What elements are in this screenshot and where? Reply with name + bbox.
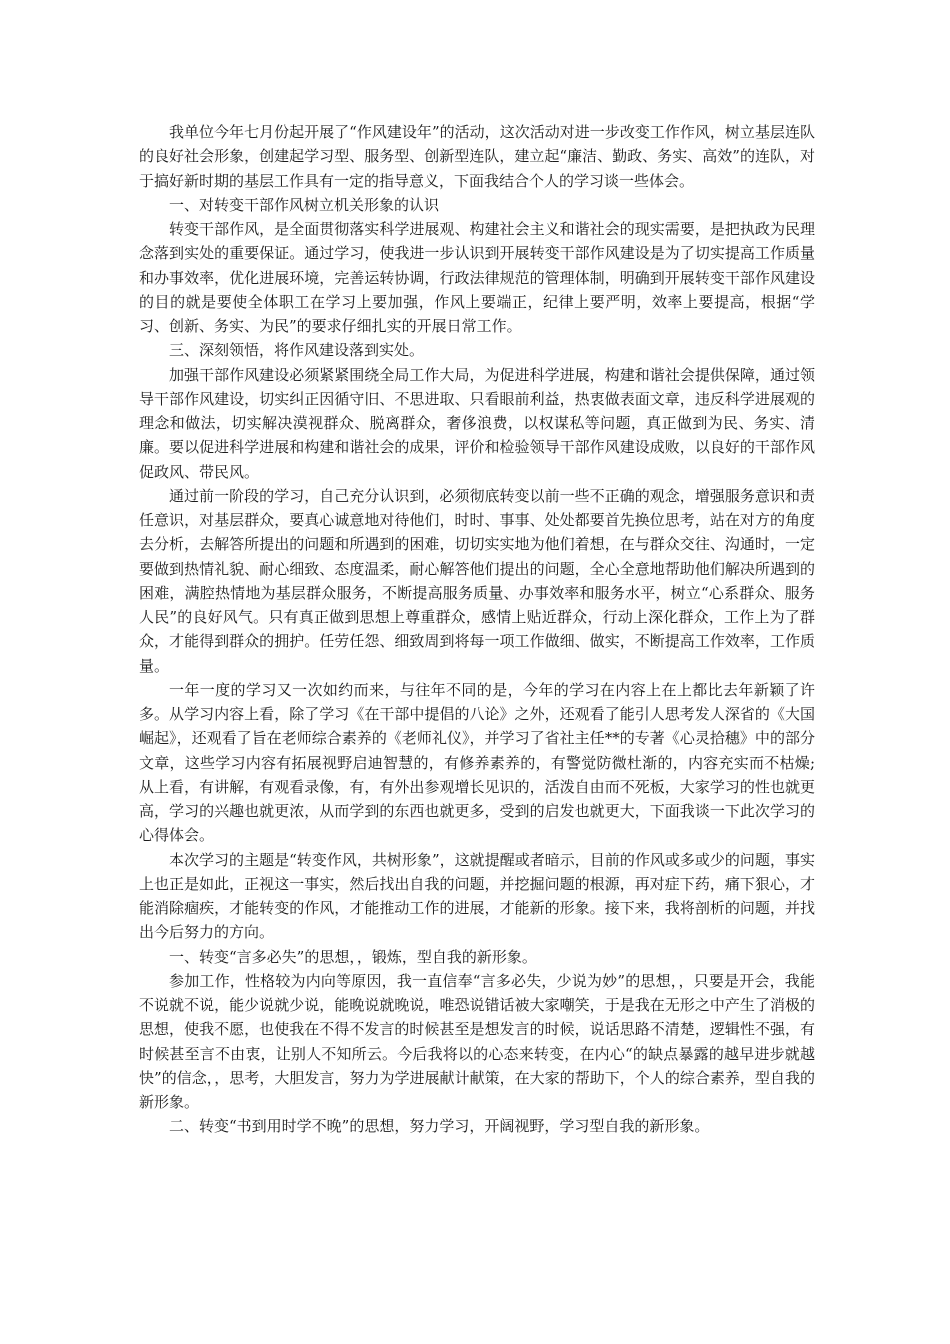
heading-point-2: 二、转变“书到用时学不晚”的思想，努力学习，开阔视野，学习型自我的新形象。	[169, 1117, 710, 1136]
paragraph-reflection: 通过前一阶段的学习，自己充分认识到，必须彻底转变以前一些不正确的观念，增强服务意识和责任意识，对基层群众，要真心诚意地对待他们，时时、事事、处处都要首先换位思考，站在对方的角度去分析，去解答所提出的问题和所遇到的困难，切切实实地为他们着想，在与群众交往、沟通时，一定要做到热情礼貌、耐心细致、态度温柔，耐心解答他们提出的问题，全心全意地帮助他们解决所遇到的困难，满腔热情地为基层群众服务，不断提高服务质量、办事效率和服务水平，树立“心系群众、服务人民”的良好风气。只有真正做到思想上尊重群众，感情上贴近群众，行动上深化群众，工作上为了群众，才能得到群众的拥护。任劳任怨、细致周到将每一项工作做细、做实，不断提高工作效率，工作质量。	[139, 486, 815, 675]
paragraph-intro: 我单位今年七月份起开展了“作风建设年”的活动，这次活动对进一步改变工作作风，树立基层连队的良好社会形象，创建起学习型、服务型、创新型连队，建立起“廉洁、勤政、务实、高效”的连队，对于搞好新时期的基层工作具有一定的指导意义，下面我结合个人的学习谈一些体会。	[139, 123, 815, 190]
heading-point-1: 一、转变“言多必失”的思想，，锻炼，型自我的新形象。	[169, 947, 537, 966]
paragraph-section-3: 加强干部作风建设必须紧紧围绕全局工作大局，为促进科学进展，构建和谐社会提供保障，通过领导干部作风建设，切实纠正因循守旧、不思进取、只看眼前利益，热衷做表面文章，违反科学进展观的理念和做法，切实解决漠视群众、脱离群众，奢侈浪费，以权谋私等问题，真正做到为民、务实、清廉。要以促进科学进展和构建和谐社会的成果，评价和检验领导干部作风建设成败，以良好的干部作风促政风、带民风。	[139, 365, 815, 481]
paragraph-annual-study: 一年一度的学习又一次如约而来，与往年不同的是，今年的学习在内容上在上都比去年新颖了许多。从学习内容上看，除了学习《在干部中提倡的八论》之外，还观看了能引人思考发人深省的《大国崛起》，还观看了旨在老师综合素养的《老师礼仪》，并学习了省社主任**的专著《心灵拾穗》中的部分文章，这些学习内容有拓展视野启迪智慧的，有修养素养的，有警觉防微杜渐的，内容充实而不枯燥;从上看，有讲解，有观看录像，有，有外出参观增长见识的，活泼自由而不死板，大家学习的性也就更高，学习的兴趣也就更浓，从而学到的东西也就更多，受到的启发也就更大，下面我谈一下此次学习的心得体会。	[139, 680, 815, 845]
heading-section-1: 一、对转变干部作风树立机关形象的认识	[169, 195, 440, 214]
heading-section-3: 三、深刻领悟，将作风建设落到实处。	[169, 341, 425, 360]
paragraph-section-1: 转变干部作风，是全面贯彻落实科学进展观、构建社会主义和谐社会的现实需要，是把执政为民理念落到实处的重要保证。通过学习，使我进一步认识到开展转变干部作风建设是为了切实提高工作质量和办事效率，优化进展环境，完善运转协调，行政法律规范的管理体制，明确到开展转变干部作风建设的目的就是要使全体职工在学习上要加强，作风上要端正，纪律上要严明，效率上要提高，根据“学习、创新、务实、为民”的要求仔细扎实的开展日常工作。	[139, 220, 815, 335]
document-body	[139, 120, 815, 1139]
paragraph-theme: 本次学习的主题是“转变作风，共树形象”，这就提醒或者暗示，目前的作风或多或少的问题，事实上也正是如此，正视这一事实，然后找出自我的问题，并挖掘问题的根源，再对症下药，痛下狠心，才能消除痼疾，才能转变的作风，才能推动工作的进展，才能新的形象。接下来，我将剖析的问题，并找出今后努力的方向。	[139, 850, 815, 942]
paragraph-point-1: 参加工作，性格较为内向等原因，我一直信奉“言多必失，少说为妙”的思想，，只要是开会，我能不说就不说，能少说就少说，能晚说就晚说，唯恐说错话被大家嘲笑，于是我在无形之中产生了消极的思想，使我不愿，也使我在不得不发言的时候甚至是想发言的时候，说话思路不清楚，逻辑性不强，有时候甚至言不由衷，让别人不知所云。今后我将以的心态来转变，在内心“的缺点暴露的越早进步就越快”的信念，，思考，大胆发言，努力为学进展献计献策，在大家的帮助下，个人的综合素养，型自我的新形象。	[139, 971, 815, 1111]
